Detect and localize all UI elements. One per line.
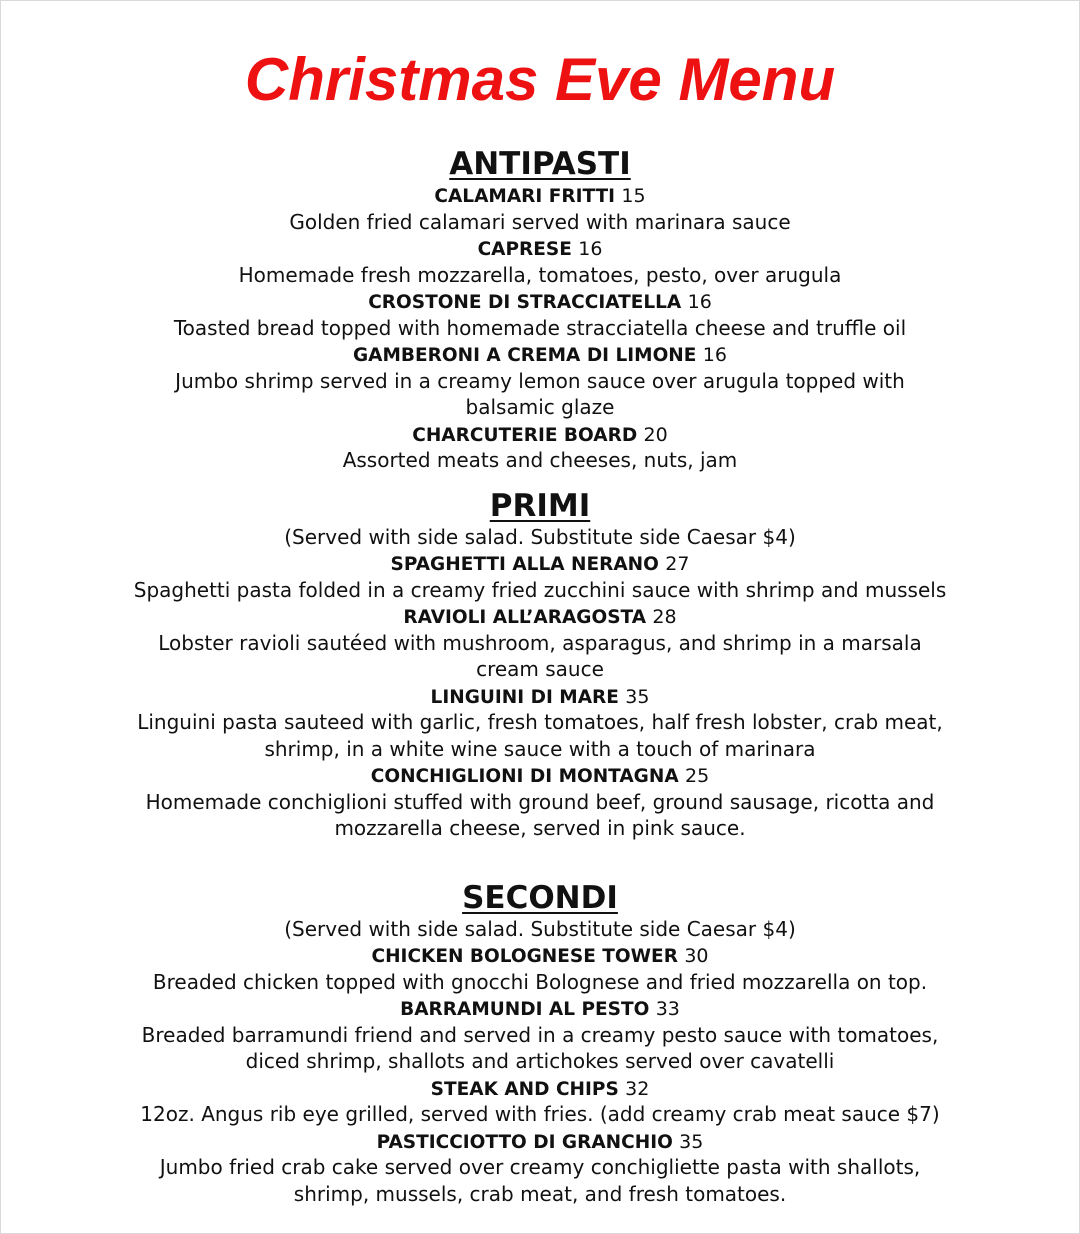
section-antipasti [0, 146, 1080, 474]
item-header [0, 550, 1080, 577]
item-description: 12oz. Angus rib eye grilled, served with fries. (add creamy crab meat sauce $7) [140, 1102, 940, 1126]
item-description: Linguini pasta sauteed with garlic, fresh tomatoes, half fresh lobster, crab meat, [137, 710, 943, 734]
item-description: shrimp, in a white wine sauce with a touch of marinara [264, 736, 816, 761]
menu-item [0, 603, 1080, 683]
item-description: Homemade conchiglioni stuffed with ground beef, ground sausage, ricotta and [145, 789, 935, 814]
item-description: diced shrimp, shallots and artichokes served over cavatelli [245, 1049, 835, 1073]
section-secondi [0, 880, 1080, 1208]
item-description: Golden fried calamari served with marinara sauce [289, 209, 791, 234]
item-header [0, 603, 1080, 630]
item-price: 32 [625, 1077, 650, 1100]
item-name: CALAMARI FRITTI [434, 186, 616, 207]
item-header [0, 942, 1080, 969]
item-description: shrimp, mussels, crab meat, and fresh tomatoes. [293, 1181, 787, 1206]
item-header [0, 1075, 1080, 1102]
item-description: Assorted meats and cheeses, nuts, jam [342, 448, 738, 472]
item-description: cream sauce [476, 657, 604, 681]
item-price: 16 [687, 291, 712, 313]
item-name: RAVIOLI ALL’ARAGOSTA [403, 607, 647, 628]
item-price: 35 [679, 1130, 704, 1153]
item-description: Breaded barramundi friend and served in a creamy pesto sauce with tomatoes, [141, 1022, 939, 1047]
item-price: 16 [578, 238, 603, 260]
item-header [0, 1128, 1080, 1155]
item-name: LINGUINI DI MARE [430, 686, 619, 708]
section-heading: PRIMI [489, 487, 591, 524]
menu-item [0, 421, 1080, 474]
item-description: Spaghetti pasta folded in a creamy fried zucchini sauce with shrimp and mussels [133, 577, 947, 602]
item-price: 20 [643, 423, 668, 446]
item-name: GAMBERONI A CREMA DI LIMONE [353, 345, 697, 366]
item-name: CAPRESE [477, 239, 572, 260]
item-price: 27 [665, 553, 690, 575]
item-name: CHARCUTERIE BOARD [412, 424, 638, 446]
item-header [0, 341, 1080, 368]
section-heading: SECONDI [462, 879, 618, 916]
item-name: SPAGHETTI ALLA NERANO [390, 554, 659, 575]
menu-item [0, 1075, 1080, 1128]
item-name: BARRAMUNDI AL PESTO [400, 999, 650, 1020]
item-description: Lobster ravioli sautéed with mushroom, asparagus, and shrimp in a marsala [158, 630, 922, 655]
item-price: 16 [702, 344, 727, 366]
item-price: 35 [625, 685, 650, 708]
item-price: 25 [685, 765, 710, 787]
section-heading: ANTIPASTI [449, 146, 631, 182]
menu-item [0, 995, 1080, 1075]
item-header [0, 995, 1080, 1022]
item-header [0, 235, 1080, 262]
item-description: Breaded chicken topped with gnocchi Bolognese and fried mozzarella on top. [152, 969, 928, 994]
item-price: 33 [655, 998, 680, 1020]
item-price: 28 [652, 606, 677, 628]
item-header [0, 683, 1080, 710]
item-description: Homemade fresh mozzarella, tomatoes, pesto, over arugula [238, 262, 842, 287]
item-description: Jumbo fried crab cake served over creamy conchigliette pasta with shallots, [159, 1155, 921, 1179]
item-description: Jumbo shrimp served in a creamy lemon sauce over arugula topped with [175, 368, 905, 393]
menu-item [0, 683, 1080, 763]
section-primi [0, 488, 1080, 842]
menu-item [0, 235, 1080, 288]
menu-item [0, 550, 1080, 603]
menu-item [0, 288, 1080, 341]
menu-title: Christmas Eve Menu [244, 46, 836, 113]
item-header [0, 182, 1080, 209]
item-name: CHICKEN BOLOGNESE TOWER [371, 946, 678, 967]
item-description: mozzarella cheese, served in pink sauce. [334, 816, 746, 840]
menu-item [0, 762, 1080, 842]
section-note: (Served with side salad. Substitute side Caesar $4) [284, 524, 796, 549]
section-note: (Served with side salad. Substitute side Caesar $4) [284, 916, 796, 941]
menu-item [0, 1128, 1080, 1208]
item-name: PASTICCIOTTO DI GRANCHIO [376, 1131, 673, 1153]
menu-item [0, 341, 1080, 421]
item-name: CROSTONE DI STRACCIATELLA [368, 292, 682, 313]
item-price: 15 [621, 185, 646, 207]
menu-item [0, 942, 1080, 995]
item-header [0, 421, 1080, 448]
item-name: STEAK AND CHIPS [430, 1078, 619, 1100]
item-header [0, 288, 1080, 315]
item-header [0, 762, 1080, 789]
item-description: Toasted bread topped with homemade stracciatella cheese and truffle oil [173, 315, 907, 340]
item-name: CONCHIGLIONI DI MONTAGNA [370, 766, 679, 787]
item-description: balsamic glaze [465, 395, 615, 419]
item-price: 30 [684, 945, 709, 967]
menu-item [0, 182, 1080, 235]
